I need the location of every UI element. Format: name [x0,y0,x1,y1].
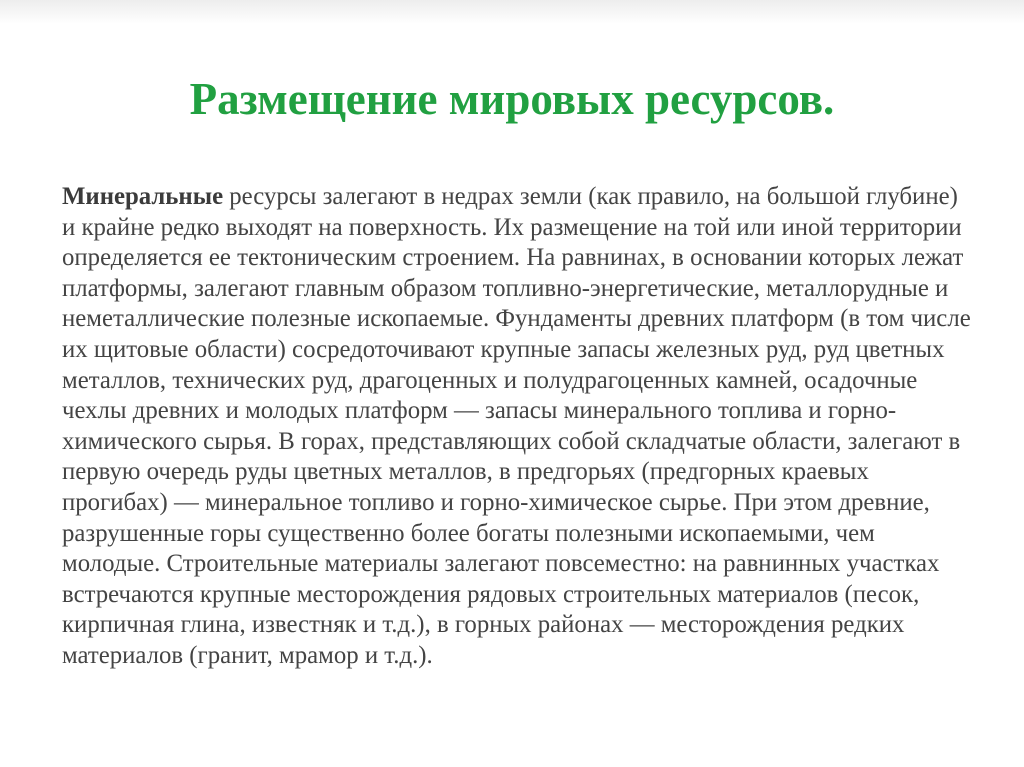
slide-title: Размещение мировых ресурсов. [189,74,835,124]
slide-top-border [0,0,1024,24]
slide-body-paragraph [62,182,974,672]
body-lead-word: Минеральные [62,183,224,210]
body-text: ресурсы залегают в недрах земли (как правило, на большой глубине) и крайне редко выходят на поверхность. Их размещение на той или иной территории определяется ее тектоническим строением. На равнинах, в основании которых лежат платформы, залегают главным образом топливно-энергетические, металлорудные и неметаллические полезные ископаемые. Фундаменты древних платформ (в том числе их щитовые области) сосредоточивают крупные запасы железных руд, руд цветных металлов, технических руд, драгоценных и полудрагоценных камней, осадочные чехлы древних и молодых платформ — запасы минерального топлива и горно- химического сырья. В горах, представляющих собой складчатые области, залегают в первую очередь руды цветных металлов, в предгорьях (предгорных краевых прогибах) — минеральное топливо и горно-химическое сырье. При этом древние, разрушенные горы существенно более богаты полезными ископаемыми, чем молодые. Строительные материалы залегают повсеместно: на равнинных участках встречаются крупные месторождения рядовых строительных материалов (песок, кирпичная глина, известняк и т.д.), в горных районах — месторождения редких материалов (гранит, мрамор и т.д.). [62,183,971,669]
